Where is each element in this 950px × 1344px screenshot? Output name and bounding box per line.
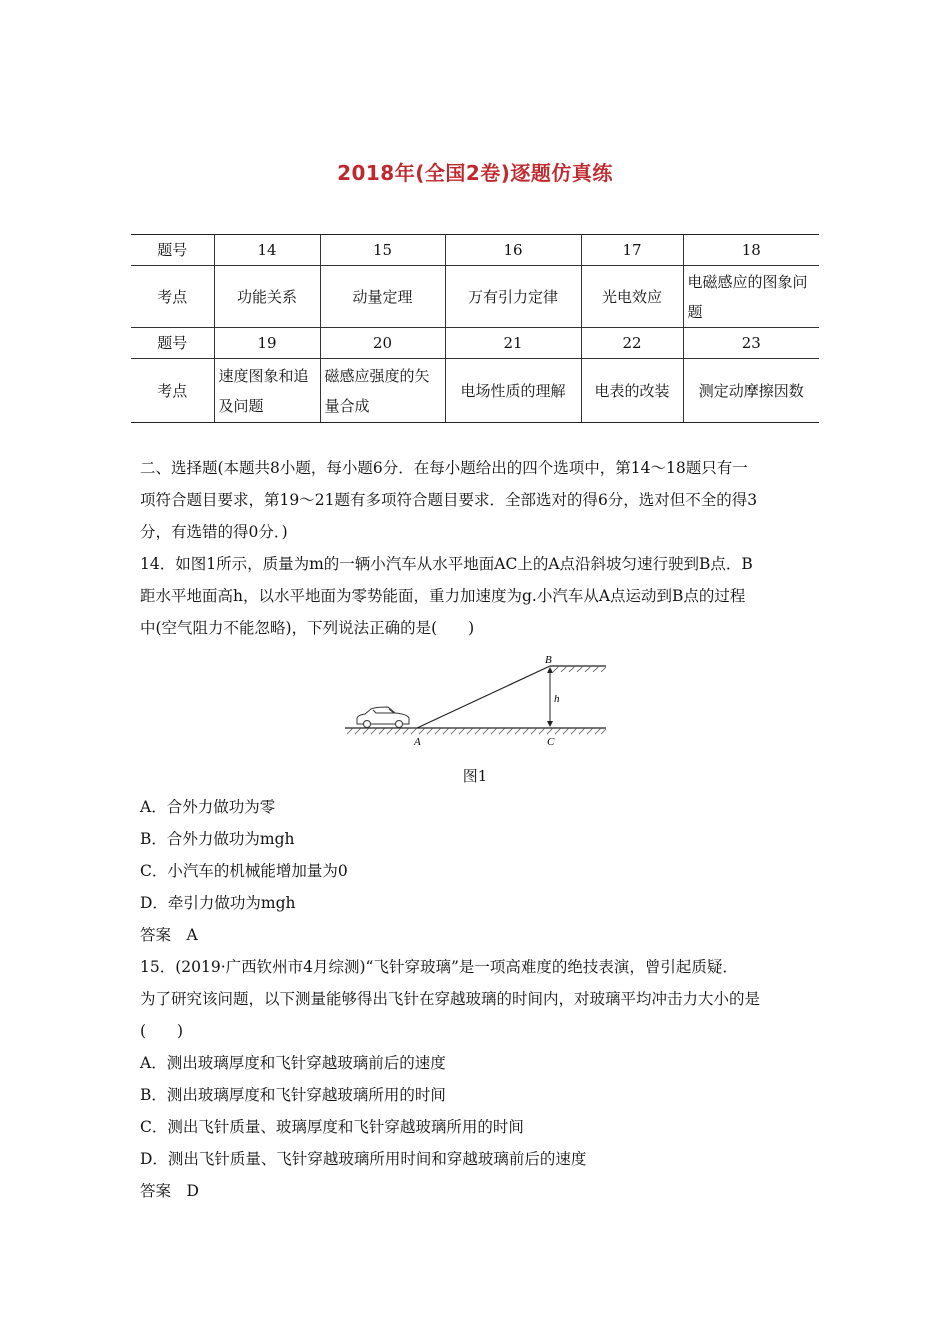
table-cell: 万有引力定律 — [445, 266, 581, 328]
label-a: A — [414, 736, 421, 748]
option-d: D．测出飞针质量、飞针穿越玻璃所用时间和穿越玻璃前后的速度 — [140, 1150, 587, 1168]
question-15-line: 为了研究该问题，以下测量能够得出飞针在穿越玻璃的时间内，对玻璃平均冲击力大小的是 — [140, 990, 761, 1008]
answer: 答案 A — [140, 926, 198, 944]
table-cell: 23 — [683, 328, 819, 359]
slope-line — [417, 666, 550, 728]
instruction-line: 分，有选错的得0分．) — [140, 523, 288, 541]
table-cell: 磁感应强度的矢量合成 — [320, 359, 445, 423]
question-14-line: 14．如图1所示，质量为m的一辆小汽车从水平地面AC上的A点沿斜坡匀速行驶到B点．B — [140, 555, 753, 573]
option-c: C．小汽车的机械能增加量为0 — [140, 862, 348, 880]
table-cell: 18 — [683, 235, 819, 266]
table-cell: 动量定理 — [320, 266, 445, 328]
option-a: A．测出玻璃厚度和飞针穿越玻璃前后的速度 — [140, 1054, 446, 1072]
answer: 答案 D — [140, 1182, 199, 1200]
table-cell: 考点 — [131, 266, 214, 328]
table-cell: 题号 — [131, 235, 214, 266]
table-cell: 功能关系 — [214, 266, 320, 328]
topic-table — [131, 234, 819, 423]
table-cell: 速度图象和追及问题 — [214, 359, 320, 423]
platform-hatching — [553, 666, 606, 672]
table-cell: 电表的改装 — [581, 359, 683, 423]
question-14-line: 中(空气阻力不能忽略)，下列说法正确的是( ) — [140, 619, 475, 637]
table-cell: 电场性质的理解 — [445, 359, 581, 423]
table-cell: 15 — [320, 235, 445, 266]
table-row — [131, 266, 819, 328]
option-b: B．测出玻璃厚度和飞针穿越玻璃所用的时间 — [140, 1086, 446, 1104]
section-instructions — [140, 452, 820, 644]
table-cell: 19 — [214, 328, 320, 359]
option-c: C．测出飞针质量、玻璃厚度和飞针穿越玻璃所用的时间 — [140, 1118, 524, 1136]
table-cell: 测定动摩擦因数 — [683, 359, 819, 423]
table-cell: 电磁感应的图象问题 — [683, 266, 819, 328]
table-row — [131, 359, 819, 423]
table-cell: 17 — [581, 235, 683, 266]
table-cell: 光电效应 — [581, 266, 683, 328]
option-b: B．合外力做功为mgh — [140, 830, 295, 848]
incline-figure — [343, 652, 608, 752]
label-h: h — [554, 693, 560, 705]
table-row — [131, 328, 819, 359]
ground-hatching — [347, 728, 606, 734]
question-15-line: ( ) — [140, 1022, 184, 1040]
table-cell: 16 — [445, 235, 581, 266]
figure-caption: 图1 — [462, 767, 488, 785]
page-title: 2018年(全国2卷)逐题仿真练 — [337, 161, 613, 185]
instruction-line: 二、选择题(本题共8小题，每小题6分．在每小题给出的四个选项中，第14～18题只有一 — [140, 459, 748, 477]
label-c: C — [547, 736, 555, 748]
option-a: A．合外力做功为零 — [140, 798, 276, 816]
option-d: D．牵引力做功为mgh — [140, 894, 296, 912]
question-14-line: 距水平地面高h，以水平地面为零势能面，重力加速度为g.小汽车从A点运动到B点的过程 — [140, 587, 746, 605]
table-cell: 20 — [320, 328, 445, 359]
table-cell: 22 — [581, 328, 683, 359]
question-14-options — [140, 791, 820, 1207]
instruction-line: 项符合题目要求，第19～21题有多项符合题目要求．全部选对的得6分，选对但不全的得3 — [140, 491, 758, 509]
table-row — [131, 235, 819, 266]
table-cell: 21 — [445, 328, 581, 359]
question-15-line: 15．(2019·广西钦州市4月综测)“飞针穿玻璃”是一项高难度的绝技表演，曾引起质疑． — [140, 958, 738, 976]
label-b: B — [545, 654, 552, 666]
table-cell: 考点 — [131, 359, 214, 423]
car-icon — [357, 707, 409, 728]
table-cell: 题号 — [131, 328, 214, 359]
table-cell: 14 — [214, 235, 320, 266]
